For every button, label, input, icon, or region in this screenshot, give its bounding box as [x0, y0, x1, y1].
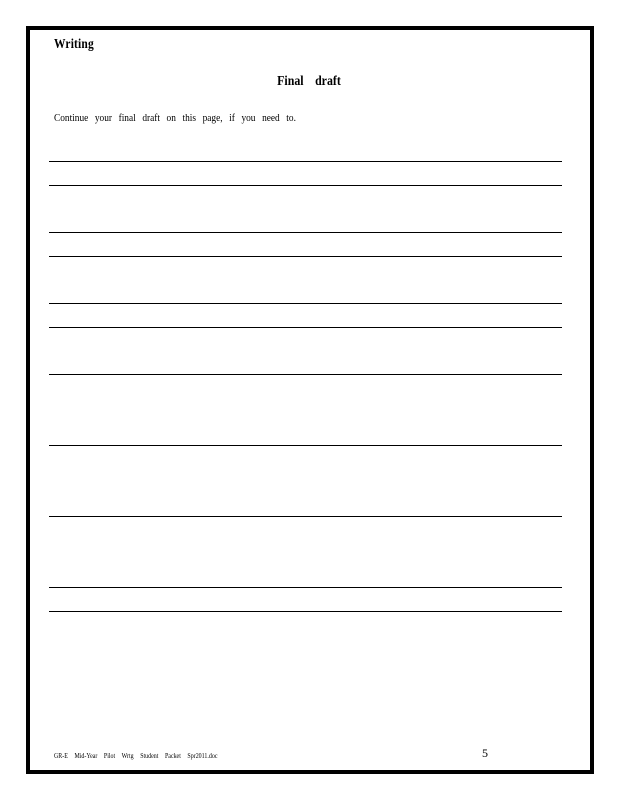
page-number: 5 [482, 746, 488, 760]
section-heading: Writing [54, 37, 94, 52]
writing-line [49, 374, 562, 375]
writing-line [49, 611, 562, 612]
writing-line [49, 516, 562, 517]
page-title: Final draft [277, 74, 341, 89]
page-border [26, 26, 594, 774]
footer-filename: GR-E Mid-Year Pilot Wrtg Student Packet Spr2011.doc [54, 752, 218, 760]
writing-line [49, 232, 562, 233]
writing-line [49, 161, 562, 162]
writing-line [49, 303, 562, 304]
instruction-text: Continue your final draft on this page, if you need to. [54, 112, 296, 124]
writing-line [49, 327, 562, 328]
writing-line [49, 587, 562, 588]
writing-line [49, 445, 562, 446]
writing-line [49, 256, 562, 257]
writing-line [49, 185, 562, 186]
